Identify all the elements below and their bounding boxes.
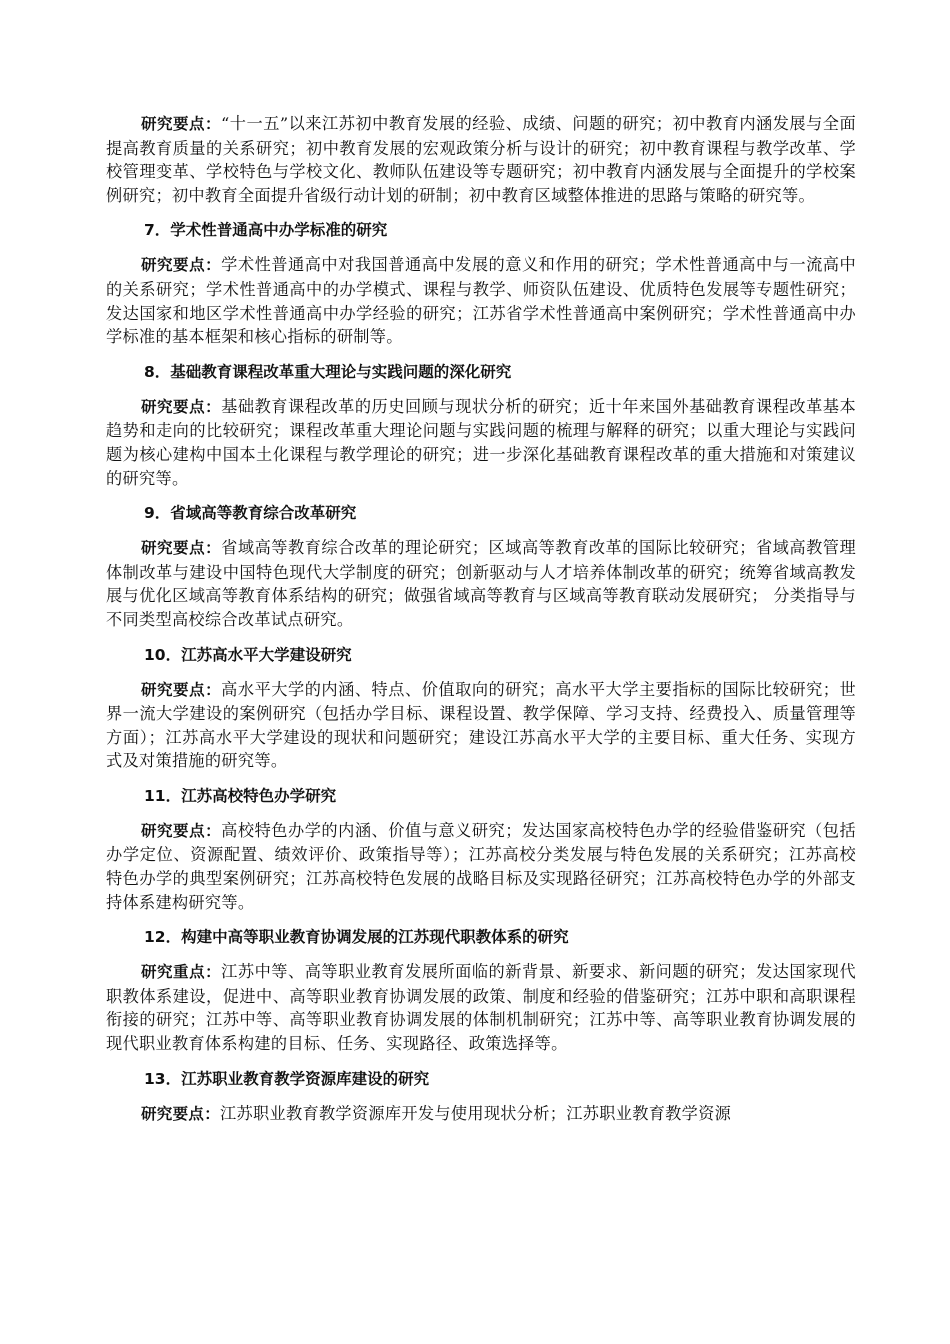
section-text: 江苏职业教育教学资源库开发与使用现状分析；江苏职业教育教学资源 (220, 1103, 732, 1123)
section-body (106, 960, 856, 1055)
section-text: 高水平大学的内涵、特点、价值取向的研究；高水平大学主要指标的国际比较研究；世界一流大学建设的案例研究（包括办学目标、课程设置、教学保障、学习支持、经费投入、质量管理等方面）；江苏高水平大学建设的现状和问题研究；建设江苏高水平大学的主要目标、重大任务、实现方式及对策措施的研究等。 (106, 679, 856, 771)
section-key-label: 研究要点： (141, 539, 222, 558)
section-text: 基础教育课程改革的历史回顾与现状分析的研究；近十年来国外基础教育课程改革基本趋势和走向的比较研究；课程改革重大理论问题与实践问题的梳理与解释的研究；以重大理论与实践问题为核心建构中国本土化课程与教学理论的研究；进一步深化基础教育课程改革的重大措施和对策建议的研究等。 (106, 396, 856, 488)
section-heading: 10．江苏高水平大学建设研究 (144, 645, 352, 664)
section-text: 学术性普通高中对我国普通高中发展的意义和作用的研究；学术性普通高中与一流高中的关系研究；学术性普通高中的办学模式、课程与教学、师资队伍建设、优质特色发展等专题性研究；发达国家和地区学术性普通高中办学经验的研究；江苏省学术性普通高中案例研究；学术性普通高中办学标准的基本框架和核心指标的研制等。 (106, 255, 856, 347)
section-key-label: 研究要点： (141, 397, 222, 416)
section-key-label: 研究要点： (141, 1104, 221, 1123)
section-text: 江苏中等、高等职业教育发展所面临的新背景、新要求、新问题的研究；发达国家现代职教体系建设，促进中、高等职业教育协调发展的政策、制度和经验的借鉴研究；江苏中职和高职课程衔接的研究；江苏中等、高等职业教育协调发展的体制机制研究；江苏中等、高等职业教育协调发展的现代职业教育体系构建的目标、任务、实现路径、政策选择等。 (106, 962, 856, 1054)
section-heading: 12．构建中高等职业教育协调发展的江苏现代职教体系的研究 (144, 928, 569, 947)
section-heading: 13．江苏职业教育教学资源库建设的研究 (144, 1069, 430, 1088)
section-body (106, 678, 856, 773)
section-key-label: 研究要点： (141, 680, 222, 699)
section-key-label: 研究重点： (141, 963, 222, 982)
section-text: 高校特色办学的内涵、价值与意义研究；发达国家高校特色办学的经验借鉴研究（包括办学定位、资源配置、绩效评价、政策指导等）；江苏高校分类发展与特色发展的关系研究；江苏高校特色办学的典型案例研究；江苏高校特色发展的战略目标及实现路径研究；江苏高校特色办学的外部支持体系建构研究等。 (106, 820, 856, 912)
document-page (106, 112, 856, 1138)
section-key-label: 研究要点： (141, 115, 222, 133)
section-key-label: 研究要点： (141, 256, 222, 275)
section-heading: 7．学术性普通高中办学标准的研究 (144, 221, 388, 240)
section-text: “十一五”以来江苏初中教育发展的经验、成绩、问题的研究；初中教育内涵发展与全面提高教育质量的关系研究；初中教育发展的宏观政策分析与设计的研究；初中教育课程与教学改革、学校管理变革、学校特色与学校文化、教师队伍建设等专题研究；初中教育内涵发展与全面提升的学校案例研究；初中教育全面提升省级行动计划的研制；初中教育区域整体推进的思路与策略的研究等。 (106, 114, 856, 205)
section-body (106, 1102, 856, 1127)
section-heading: 9．省域高等教育综合改革研究 (144, 504, 357, 523)
section-body (106, 819, 856, 914)
section-body (106, 253, 856, 348)
section-body (106, 112, 856, 207)
section-heading: 11．江苏高校特色办学研究 (144, 786, 337, 805)
section-key-label: 研究要点： (141, 821, 222, 840)
section-body (106, 536, 856, 631)
section-body (106, 395, 856, 490)
section-text: 省域高等教育综合改革的理论研究；区域高等教育改革的国际比较研究；省域高教管理体制改革与建设中国特色现代大学制度的研究；创新驱动与人才培养体制改革的研究；统筹省域高教发展与优化区域高等教育体系结构的研究；做强省域高等教育与区域高等教育联动发展研究； 分类指导与不同类型高校综合改革试点研究。 (106, 538, 856, 629)
section-heading: 8．基础教育课程改革重大理论与实践问题的深化研究 (144, 362, 512, 381)
